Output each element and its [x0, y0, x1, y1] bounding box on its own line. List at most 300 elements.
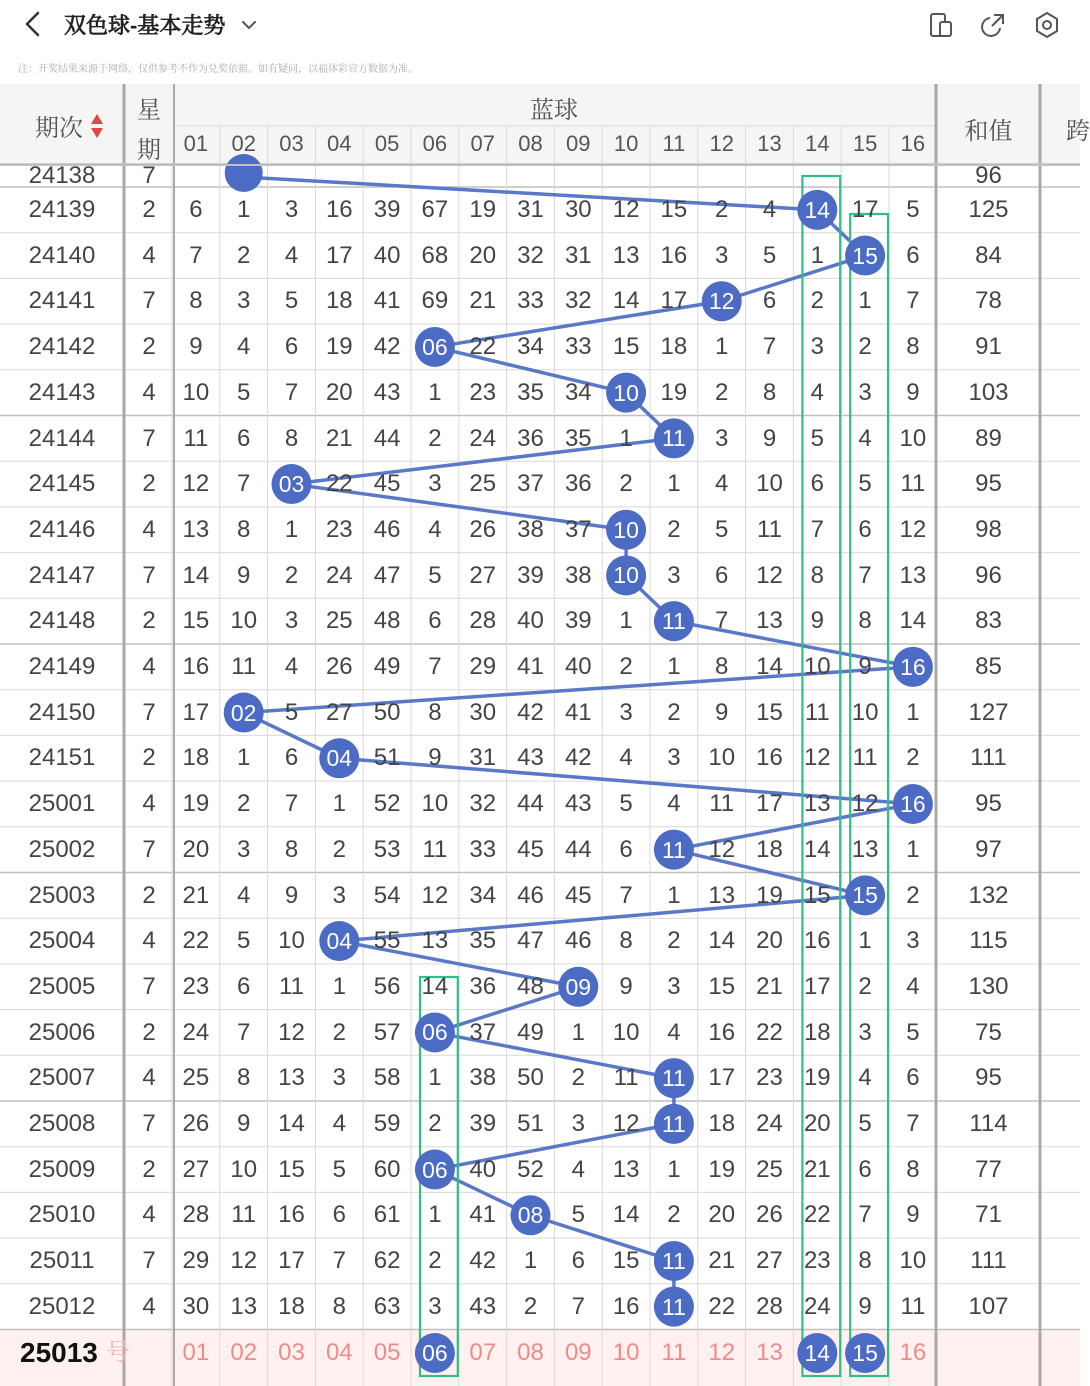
- omission-cell: 6: [237, 424, 251, 452]
- omission-cell: 11: [231, 1201, 257, 1229]
- blue-ball-number[interactable]: 06: [422, 333, 448, 360]
- omission-cell: 1: [332, 972, 346, 1000]
- omission-cell: 2: [858, 333, 872, 361]
- omission-cell: 6: [858, 515, 872, 543]
- row-issue: 24141: [28, 287, 96, 315]
- omission-cell: 43: [564, 790, 592, 818]
- omission-cell: 9: [858, 653, 872, 680]
- blue-ball-number[interactable]: 02: [230, 699, 257, 726]
- omission-cell: 6: [237, 972, 251, 1000]
- omission-cell: 4: [667, 1018, 681, 1046]
- omission-cell: 7: [332, 1247, 346, 1275]
- row-sum: 71: [975, 1201, 1002, 1229]
- omission-cell: 25: [325, 607, 353, 635]
- omission-cell: 51: [373, 744, 401, 772]
- omission-cell: 6: [428, 607, 442, 635]
- omission-cell: 9: [237, 1110, 251, 1137]
- blue-column-header: 12: [709, 131, 734, 156]
- omission-cell: 69: [421, 287, 449, 315]
- omission-cell: 24: [469, 424, 497, 452]
- omission-cell: 7: [237, 470, 251, 498]
- omission-cell: 7: [428, 653, 442, 680]
- omission-cell: 2: [428, 424, 442, 452]
- blue-ball-number[interactable]: 11: [661, 1110, 686, 1137]
- omission-cell: 16: [325, 196, 353, 223]
- omission-cell: 12: [230, 1247, 258, 1275]
- row-sum: 132: [968, 881, 1009, 909]
- omission-cell: 18: [278, 1292, 305, 1320]
- predict-number[interactable]: 12: [708, 1339, 736, 1366]
- omission-cell: 45: [373, 470, 401, 498]
- blue-ball-number[interactable]: 10: [613, 516, 639, 543]
- predict-number[interactable]: 08: [517, 1339, 544, 1366]
- omission-cell: 19: [469, 196, 497, 223]
- sum-header: 和值: [964, 118, 1013, 145]
- omission-cell: 1: [667, 881, 681, 909]
- predict-number[interactable]: 13: [756, 1339, 783, 1366]
- omission-cell: 2: [428, 1110, 442, 1137]
- omission-cell: 24: [325, 561, 353, 589]
- omission-cell: 8: [237, 1064, 251, 1092]
- omission-cell: 1: [667, 653, 681, 680]
- predict-selected-number[interactable]: 14: [804, 1340, 831, 1366]
- sort-icon[interactable]: [90, 113, 104, 139]
- omission-cell: 24: [182, 1018, 210, 1046]
- omission-cell: 4: [810, 378, 824, 406]
- omission-cell: 32: [564, 287, 592, 315]
- omission-cell: 44: [373, 424, 401, 452]
- blue-ball-number[interactable]: 04: [326, 928, 353, 955]
- row-sum: 91: [975, 333, 1002, 361]
- omission-cell: 18: [708, 1110, 736, 1137]
- omission-cell: 8: [284, 424, 299, 452]
- omission-cell: 35: [564, 424, 592, 452]
- omission-cell: 18: [182, 744, 210, 772]
- omission-cell: 3: [715, 241, 729, 269]
- row-issue: 24147: [28, 561, 96, 589]
- omission-cell: 14: [899, 607, 927, 635]
- omission-cell: 41: [564, 698, 592, 726]
- omission-cell: 10: [278, 927, 305, 955]
- omission-cell: 42: [469, 1247, 497, 1275]
- row-issue: 25012: [28, 1292, 96, 1320]
- omission-cell: 56: [373, 972, 401, 1000]
- blue-column-header: 03: [279, 131, 304, 156]
- omission-cell: 9: [906, 1201, 920, 1229]
- omission-cell: 17: [278, 1247, 305, 1275]
- omission-cell: 3: [332, 1064, 346, 1092]
- omission-cell: 15: [612, 333, 640, 361]
- omission-cell: 2: [906, 881, 920, 909]
- omission-cell: 8: [858, 1247, 872, 1275]
- blue-column-header: 06: [422, 131, 448, 156]
- omission-cell: 2: [810, 287, 824, 315]
- row-issue: 24151: [28, 744, 96, 772]
- blue-ball-number[interactable]: 12: [708, 288, 735, 315]
- row-week: 4: [142, 1292, 156, 1320]
- omission-cell: 49: [517, 1018, 544, 1046]
- omission-cell: 1: [810, 241, 824, 269]
- predict-number[interactable]: 04: [325, 1339, 353, 1366]
- row-sum: 97: [975, 835, 1002, 863]
- omission-cell: 16: [660, 241, 688, 269]
- predict-number[interactable]: 03: [278, 1339, 305, 1366]
- omission-cell: 25: [469, 470, 497, 498]
- row-week: 4: [142, 515, 156, 543]
- blue-ball-number[interactable]: 11: [661, 1065, 686, 1092]
- omission-cell: 3: [667, 972, 681, 1000]
- omission-cell: 5: [428, 561, 442, 589]
- omission-cell: 22: [803, 1201, 831, 1229]
- omission-cell: 3: [237, 287, 251, 315]
- row-week: 4: [142, 241, 156, 269]
- omission-cell: 4: [428, 515, 442, 543]
- omission-cell: 24: [803, 1292, 831, 1320]
- omission-cell: 8: [237, 515, 251, 543]
- omission-cell: 39: [564, 607, 592, 635]
- omission-cell: 41: [517, 653, 544, 680]
- omission-cell: 5: [237, 378, 251, 406]
- omission-cell: 46: [373, 515, 401, 543]
- omission-cell: 10: [421, 790, 449, 818]
- omission-cell: 13: [851, 835, 879, 863]
- omission-cell: 6: [284, 333, 299, 361]
- row-issue: 25006: [28, 1018, 96, 1046]
- partial-week: 7: [142, 162, 156, 189]
- blue-ball-number[interactable]: 10: [613, 379, 639, 406]
- omission-cell: 5: [284, 698, 299, 726]
- omission-cell: 52: [517, 1155, 544, 1183]
- row-sum: 125: [968, 196, 1009, 223]
- predict-number[interactable]: 16: [899, 1339, 927, 1366]
- omission-cell: 2: [667, 515, 681, 543]
- predict-number[interactable]: 10: [612, 1339, 640, 1366]
- omission-cell: 12: [612, 196, 640, 223]
- omission-cell: 2: [237, 241, 251, 269]
- omission-cell: 9: [237, 561, 251, 589]
- predict-number[interactable]: 05: [373, 1339, 401, 1366]
- omission-cell: 3: [810, 333, 824, 361]
- row-issue: 25004: [28, 927, 96, 955]
- omission-cell: 67: [421, 196, 449, 223]
- omission-cell: 36: [517, 424, 544, 452]
- omission-cell: 4: [858, 1064, 872, 1092]
- omission-cell: 13: [278, 1064, 305, 1092]
- omission-cell: 3: [667, 561, 681, 589]
- omission-cell: 20: [469, 241, 497, 269]
- omission-cell: 13: [899, 561, 927, 589]
- omission-cell: 8: [284, 835, 299, 863]
- row-issue: 24142: [28, 333, 96, 361]
- predict-number[interactable]: 01: [182, 1339, 210, 1366]
- omission-cell: 6: [332, 1201, 346, 1229]
- omission-cell: 6: [189, 196, 203, 223]
- omission-cell: 42: [564, 744, 592, 772]
- row-sum: 77: [975, 1155, 1002, 1183]
- blue-ball-number[interactable]: 11: [661, 608, 686, 635]
- omission-cell: 38: [517, 515, 544, 543]
- omission-cell: 2: [667, 1201, 681, 1229]
- span-header: 跨: [1066, 118, 1090, 145]
- row-sum: 130: [968, 972, 1009, 1000]
- predict-selected-number[interactable]: 15: [852, 1340, 878, 1366]
- row-issue: 25003: [28, 881, 96, 909]
- row-sum: 114: [969, 1110, 1008, 1137]
- omission-cell: 1: [858, 287, 872, 315]
- omission-cell: 26: [182, 1110, 210, 1137]
- row-sum: 84: [975, 241, 1002, 269]
- omission-cell: 13: [421, 927, 449, 955]
- omission-cell: 26: [756, 1201, 783, 1229]
- omission-cell: 40: [517, 607, 544, 635]
- omission-cell: 1: [715, 333, 729, 361]
- blue-ball-header: 蓝球: [530, 97, 578, 124]
- row-issue: 24149: [28, 653, 96, 680]
- omission-cell: 6: [906, 241, 920, 269]
- blue-ball-number[interactable]: 16: [900, 790, 926, 817]
- omission-cell: 41: [469, 1201, 497, 1229]
- row-sum: 89: [975, 424, 1002, 452]
- blue-ball-number[interactable]: 11: [661, 836, 686, 863]
- omission-cell: 14: [803, 835, 831, 863]
- omission-cell: 50: [517, 1064, 544, 1092]
- omission-cell: 61: [373, 1201, 401, 1229]
- page-title[interactable]: 双色球-基本走势: [64, 13, 226, 38]
- omission-cell: 5: [906, 1018, 920, 1046]
- blue-ball-number[interactable]: 14: [804, 196, 831, 223]
- row-week: 7: [142, 1247, 156, 1275]
- predict-number[interactable]: 11: [661, 1339, 687, 1366]
- omission-cell: 42: [517, 698, 544, 726]
- omission-cell: 20: [756, 927, 783, 955]
- blue-ball-number[interactable]: 04: [326, 745, 353, 772]
- omission-cell: 5: [571, 1201, 585, 1229]
- omission-cell: 7: [858, 561, 872, 589]
- omission-cell: 19: [708, 1155, 736, 1183]
- row-sum: 103: [968, 378, 1009, 406]
- omission-cell: 5: [715, 515, 729, 543]
- omission-cell: 1: [667, 1155, 681, 1183]
- omission-cell: 39: [469, 1110, 497, 1137]
- omission-cell: 43: [373, 378, 401, 406]
- omission-cell: 27: [756, 1247, 783, 1275]
- omission-cell: 43: [517, 744, 544, 772]
- omission-cell: 35: [469, 927, 497, 955]
- predict-selected-number[interactable]: 06: [422, 1340, 448, 1366]
- omission-cell: 9: [715, 698, 729, 726]
- omission-cell: 17: [182, 698, 210, 726]
- omission-cell: 58: [373, 1064, 401, 1092]
- omission-cell: 1: [571, 1018, 585, 1046]
- omission-cell: 4: [571, 1155, 585, 1183]
- omission-cell: 8: [762, 378, 777, 406]
- omission-cell: 8: [332, 1292, 346, 1320]
- omission-cell: 17: [851, 196, 879, 223]
- omission-cell: 2: [332, 1018, 346, 1046]
- omission-cell: 1: [523, 1247, 538, 1275]
- omission-cell: 15: [708, 972, 736, 1000]
- omission-cell: 60: [373, 1155, 401, 1183]
- omission-cell: 20: [182, 835, 210, 863]
- omission-cell: 9: [906, 378, 920, 406]
- row-issue: 24139: [28, 196, 96, 223]
- row-issue: 24150: [28, 698, 96, 726]
- omission-cell: 19: [803, 1064, 831, 1092]
- omission-cell: 1: [237, 196, 251, 223]
- partial-issue: 24138: [28, 162, 96, 189]
- omission-cell: 37: [469, 1018, 497, 1046]
- omission-cell: 3: [237, 835, 251, 863]
- row-sum: 95: [975, 470, 1002, 498]
- omission-cell: 36: [564, 470, 592, 498]
- omission-cell: 3: [906, 927, 920, 955]
- row-sum: 75: [975, 1018, 1002, 1046]
- week-header-top: 星: [137, 97, 161, 124]
- omission-cell: 11: [183, 424, 209, 452]
- omission-cell: 12: [708, 835, 736, 863]
- row-week: 4: [142, 1201, 156, 1229]
- blue-ball-number[interactable]: 11: [661, 425, 686, 452]
- omission-cell: 2: [284, 561, 299, 589]
- omission-cell: 5: [237, 927, 251, 955]
- blue-ball-number[interactable]: 11: [661, 1247, 686, 1274]
- row-week: 2: [142, 470, 156, 498]
- blue-ball-number[interactable]: 10: [613, 562, 639, 589]
- omission-cell: 38: [564, 561, 592, 589]
- omission-cell: 9: [619, 972, 633, 1000]
- omission-cell: 30: [564, 196, 592, 223]
- omission-cell: 22: [756, 1018, 783, 1046]
- omission-cell: 21: [756, 972, 783, 1000]
- row-issue: 24145: [28, 470, 96, 498]
- row-week: 7: [142, 698, 156, 726]
- omission-cell: 48: [517, 972, 544, 1000]
- row-sum: 111: [970, 744, 1007, 772]
- omission-cell: 6: [284, 744, 299, 772]
- blue-ball-number[interactable]: 03: [278, 471, 305, 498]
- omission-cell: 25: [182, 1064, 210, 1092]
- omission-cell: 23: [469, 378, 497, 406]
- omission-cell: 9: [284, 881, 299, 909]
- predict-number[interactable]: 02: [230, 1339, 258, 1366]
- omission-cell: 48: [373, 607, 401, 635]
- omission-cell: 4: [332, 1110, 346, 1137]
- row-sum: 127: [968, 698, 1009, 726]
- omission-cell: 14: [278, 1110, 305, 1137]
- blue-column-header: 09: [566, 131, 591, 156]
- omission-cell: 28: [756, 1292, 783, 1320]
- omission-cell: 59: [373, 1110, 401, 1137]
- omission-cell: 16: [803, 927, 831, 955]
- row-week: 7: [142, 561, 156, 589]
- omission-cell: 18: [756, 835, 783, 863]
- omission-cell: 4: [619, 744, 633, 772]
- omission-cell: 10: [230, 1155, 258, 1183]
- notice-text: 注：开奖结果来源于网络，仅供参考不作为兑奖依据。如有疑问，以福体彩官方数据为准。: [18, 64, 418, 75]
- omission-cell: 13: [612, 1155, 640, 1183]
- predict-number[interactable]: 07: [469, 1339, 497, 1366]
- omission-cell: 57: [373, 1018, 401, 1046]
- omission-cell: 16: [612, 1292, 640, 1320]
- blue-ball-number[interactable]: 15: [852, 242, 878, 269]
- blue-column-header: 08: [518, 131, 543, 156]
- omission-cell: 9: [762, 424, 777, 452]
- omission-cell: 15: [803, 881, 831, 909]
- omission-cell: 11: [852, 744, 878, 772]
- blue-ball-number[interactable]: 09: [565, 973, 592, 1000]
- omission-cell: 7: [189, 241, 203, 269]
- omission-cell: 44: [517, 790, 544, 818]
- row-week: 2: [142, 744, 156, 772]
- omission-cell: 2: [332, 835, 346, 863]
- omission-cell: 13: [756, 607, 783, 635]
- omission-cell: 2: [715, 196, 729, 223]
- omission-cell: 2: [715, 378, 729, 406]
- row-week: 2: [142, 1155, 156, 1183]
- row-issue: 25011: [29, 1247, 95, 1275]
- omission-cell: 8: [906, 1155, 920, 1183]
- blue-ball-number[interactable]: 11: [661, 1293, 686, 1320]
- blue-ball-number[interactable]: 06: [422, 1019, 448, 1046]
- omission-cell: 1: [428, 1064, 442, 1092]
- row-week: 7: [142, 287, 156, 315]
- omission-cell: 36: [469, 972, 497, 1000]
- omission-cell: 37: [564, 515, 592, 543]
- row-week: 7: [142, 424, 156, 452]
- omission-cell: 11: [279, 972, 304, 1000]
- omission-cell: 4: [237, 333, 251, 361]
- omission-cell: 17: [756, 790, 783, 818]
- omission-cell: 34: [564, 378, 592, 406]
- omission-cell: 7: [858, 1201, 872, 1229]
- omission-cell: 1: [428, 378, 442, 406]
- omission-cell: 5: [762, 241, 777, 269]
- row-issue: 24140: [28, 241, 96, 269]
- blue-ball-number[interactable]: 06: [422, 1156, 448, 1183]
- omission-cell: 28: [182, 1201, 210, 1229]
- omission-cell: 14: [182, 561, 210, 589]
- omission-cell: 37: [517, 470, 544, 498]
- omission-cell: 3: [428, 470, 442, 498]
- omission-cell: 6: [810, 470, 824, 498]
- blue-ball-number[interactable]: 16: [900, 653, 926, 680]
- week-header-bottom: 期: [137, 137, 161, 164]
- omission-cell: 54: [373, 881, 401, 909]
- omission-cell: 7: [284, 790, 299, 818]
- blue-ball-number[interactable]: 15: [852, 882, 878, 909]
- omission-cell: 18: [803, 1018, 831, 1046]
- omission-cell: 2: [667, 927, 681, 955]
- omission-cell: 68: [421, 241, 449, 269]
- predict-number[interactable]: 09: [564, 1339, 592, 1366]
- omission-cell: 7: [906, 1110, 920, 1137]
- row-sum: 115: [969, 927, 1008, 955]
- omission-cell: 1: [332, 790, 346, 818]
- predict-issue: 25013: [20, 1337, 98, 1368]
- omission-cell: 22: [325, 470, 353, 498]
- blue-column-header: 04: [327, 131, 352, 156]
- blue-column-header: 02: [231, 131, 256, 156]
- omission-cell: 4: [906, 972, 920, 1000]
- row-week: 7: [142, 1110, 156, 1137]
- blue-ball-number[interactable]: 08: [517, 1202, 544, 1229]
- omission-cell: 39: [517, 561, 544, 589]
- omission-cell: 41: [373, 287, 401, 315]
- omission-cell: 12: [421, 881, 449, 909]
- omission-cell: 2: [667, 698, 681, 726]
- omission-cell: 47: [517, 927, 544, 955]
- omission-cell: 13: [612, 241, 640, 269]
